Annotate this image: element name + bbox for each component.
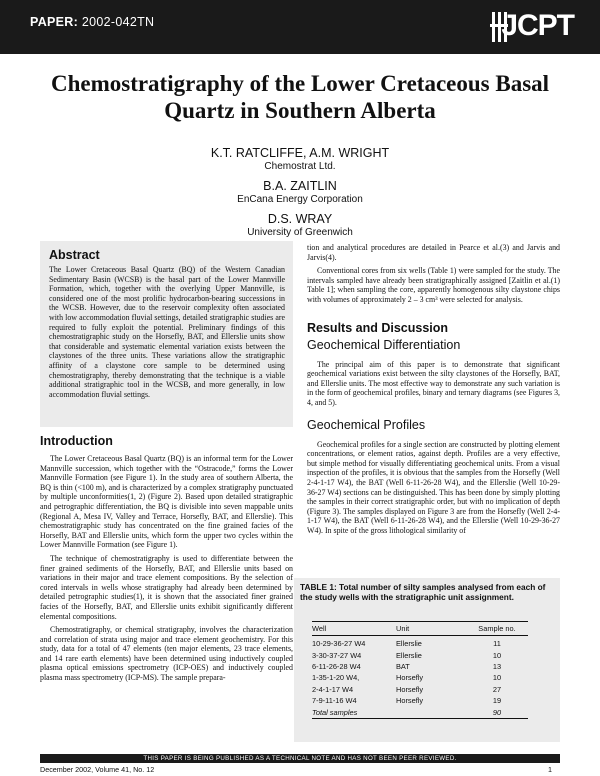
paper-title: Chemostratigraphy of the Lower Cretaceous Basal Quartz in Southern Alberta: [50, 71, 550, 123]
table-cell: Horsefly: [396, 684, 424, 694]
table-cell: 10: [492, 673, 502, 683]
table-cell: 7-9-11-16 W4: [312, 696, 357, 706]
table-row: [312, 661, 528, 672]
methods-continuation: tion and analytical procedures are detailed in Pearce et al.(3) and Jarvis and Jarvis(4).: [307, 243, 560, 262]
author-name: B.A. ZAITLIN: [263, 179, 337, 193]
geochemical-differentiation-text: The principal aim of this paper is to demonstrate that significant geochemical variations exist between the silty claystones of the Horsefly, BAT, and Ellerslie units. The most effective way to demonstrate any such variation is in the form of geochemical profiles, binary and ternary diagrams (see Figures 3, 4, and 5).: [307, 359, 560, 407]
geochemical-profiles-heading: Geochemical Profiles: [307, 417, 426, 432]
right-column: [307, 243, 560, 539]
table-cell: 10: [492, 650, 502, 660]
paper-label: [30, 15, 154, 29]
table-row: [312, 684, 528, 695]
table-row: [312, 672, 528, 683]
author-affiliation: Chemostrat Ltd.: [264, 161, 336, 172]
journal-logo: JCPT: [501, 9, 574, 42]
table-total-label: Total samples: [312, 707, 358, 717]
introduction-paragraph: The technique of chemostratigraphy is used to differentiate between the finer grained sediments of the Horsefly, BAT, and Ellerslie units based on variations in their major and trace element compositions. By the selection of cored intervals in wells whose stratigraphy had already been determined by detailed petrographic studies(1), it is shown that the associated finer grained facies of the Horsefly, BAT, and Ellerslie units exhibit significantly different elemental compositions.: [40, 553, 293, 621]
table-caption: TABLE 1: Total number of silty samples analysed from each of the study wells with the stratigraphic unit assignment.: [300, 582, 546, 602]
table-header: Sample no.: [478, 624, 516, 633]
table-cell: 2-4-1-17 W4: [312, 684, 354, 694]
peer-review-note: THIS PAPER IS BEING PUBLISHED AS A TECHNICAL NOTE AND HAS NOT BEEN PEER REVIEWED.: [143, 755, 457, 762]
table-cell: 11: [493, 639, 501, 649]
author-name: K.T. RATCLIFFE, A.M. WRIGHT: [210, 146, 390, 160]
author-name: D.S. WRAY: [267, 212, 333, 226]
table-cell: Ellerslie: [396, 639, 422, 649]
author-affiliation: University of Greenwich: [247, 227, 353, 238]
table-cell: BAT: [396, 661, 410, 671]
paper-number: 2002-042TN: [81, 15, 155, 29]
table-cell: 10-29-36-27 W4: [312, 639, 366, 649]
abstract-heading: Abstract: [49, 248, 100, 262]
paper-label-prefix: PAPER:: [30, 15, 79, 29]
table-total-row: [312, 706, 528, 718]
author-block: [150, 140, 450, 239]
table-cell: Ellerslie: [396, 650, 422, 660]
table-cell: 19: [492, 696, 502, 706]
author-affiliation: EnCana Energy Corporation: [237, 194, 363, 205]
abstract-text: The Lower Cretaceous Basal Quartz (BQ) of the Western Canadian Sedimentary Basin (WCSB) is the basal part of the Lower Mannville Formation, which, together with the overlying Upper Mannville, is considered one of the most prolific hydrocarbon-bearing successions in the WCSB. However, due to the reservoir complexity often associated with low accommodation fluvial settings, detailed stratigraphic studies are required to fully exploit the potential. Preliminary findings of this chemostratigraphic study on the Horsefly, BAT, and Ellerslie units show that considerable and systematic elemental variation exists between the claystones of the three units. These variations allow the stratigraphic affinity of a claystone core sample to be determined using chemostratigraphy, thereby demonstrating that the technique is a viable additional stratigraphic tool in the WCSB, and more generally, in low accommodation fluvial settings.: [49, 265, 285, 399]
geochemical-profiles-text: Geochemical profiles for a single section are constructed by plotting element concentrations, or element ratios, against depth. Profiles are a very effective, but simple method for visually differentiating geochemical units. From a visual inspection of the profiles, it is obvious that the samples from the Horsefly (Well 2-4-1-17 W4), the BAT (Well 6-11-26-28 W4), and the Ellerslie (Well 10-29-36-27 W4) sections can be distinguished. This has been done by simply plotting the samples in their correct stratigraphic order, but with no implication of depth (Figure 3). The samples displayed on Figure 3 are from the Horsefly (Well 2-4-1-17 W4), the BAT (Well 6-11-26-28 W4), and the Ellerslie (Well 10-29-36-27 W4). In spite of the gross lithological similarity of: [307, 439, 560, 535]
page-number: 1: [548, 765, 552, 774]
table-cell: 6-11-26-28 W4: [312, 661, 361, 671]
introduction-heading: Introduction: [40, 434, 113, 448]
geochemical-differentiation-heading: Geochemical Differentiation: [307, 337, 461, 352]
cores-paragraph: Conventional cores from six wells (Table 1) were sampled for the study. The intervals sampled have already been stratigraphically assigned [Zaitlin et al.(1) Table 1]; when sampling the core, apparently homogenous silty claystone chips with volumes of approximately 2 – 3 cm³ were selected for analysis.: [307, 266, 560, 304]
table-cell: 27: [492, 684, 502, 694]
table-row: [312, 695, 528, 706]
results-heading: Results and Discussion: [307, 320, 449, 335]
table-cell: Horsefly: [396, 696, 424, 706]
table-cell: 13: [492, 661, 502, 671]
table-cell: 1-35-1-20 W4,: [312, 673, 360, 683]
table-header-row: [312, 621, 528, 636]
table-row: [312, 638, 528, 649]
samples-table: [312, 621, 528, 719]
journal-issue: December 2002, Volume 41, No. 12: [40, 765, 155, 774]
table-cell: 3-30-37-27 W4: [312, 650, 362, 660]
introduction-paragraph: Chemostratigraphy, or chemical stratigraphy, involves the characterization and correlation of strata using major and trace element geochemistry. For this study, data for a total of 47 elements (ten major elements, 23 trace elements, and 14 rare earth elements) have been determined using inductively coupled plasma optical emissions spectrometry (ICP-OES) and inductively coupled plasma mass spectrometry (ICP-MS). The sample prepara-: [40, 625, 293, 683]
table-total-value: 90: [492, 707, 502, 717]
table-header: Well: [312, 624, 327, 633]
table-header: Unit: [396, 624, 410, 633]
introduction-paragraph: The Lower Cretaceous Basal Quartz (BQ) is an informal term for the Lower Mannville succession, which together with the “Ostracode,” forms the Lower Mannville Formation (see Figure 1). In the study area of southern Alberta, the BQ is thin (<100 m), and is characterized by a complex stratigraphy punctuated by multiple unconformities(1, 2) (Figure 2). Based upon detailed stratigraphic and petrographic differentiation, the BQ is divisible into seven mappable units (Regional A, Mesa IV, Valley and Terrace, Horsefly, BAT, and Ellerslie). This chemostratigraphic study has concentrated on the fine grained facies of the Horsefly, BAT and Ellerslie units, which form the upper two cycles within the Lower Mannville Formation (see Figure 1).: [40, 454, 293, 550]
table-row: [312, 649, 528, 660]
introduction-section: [40, 434, 293, 687]
table-cell: Horsefly: [396, 673, 424, 683]
